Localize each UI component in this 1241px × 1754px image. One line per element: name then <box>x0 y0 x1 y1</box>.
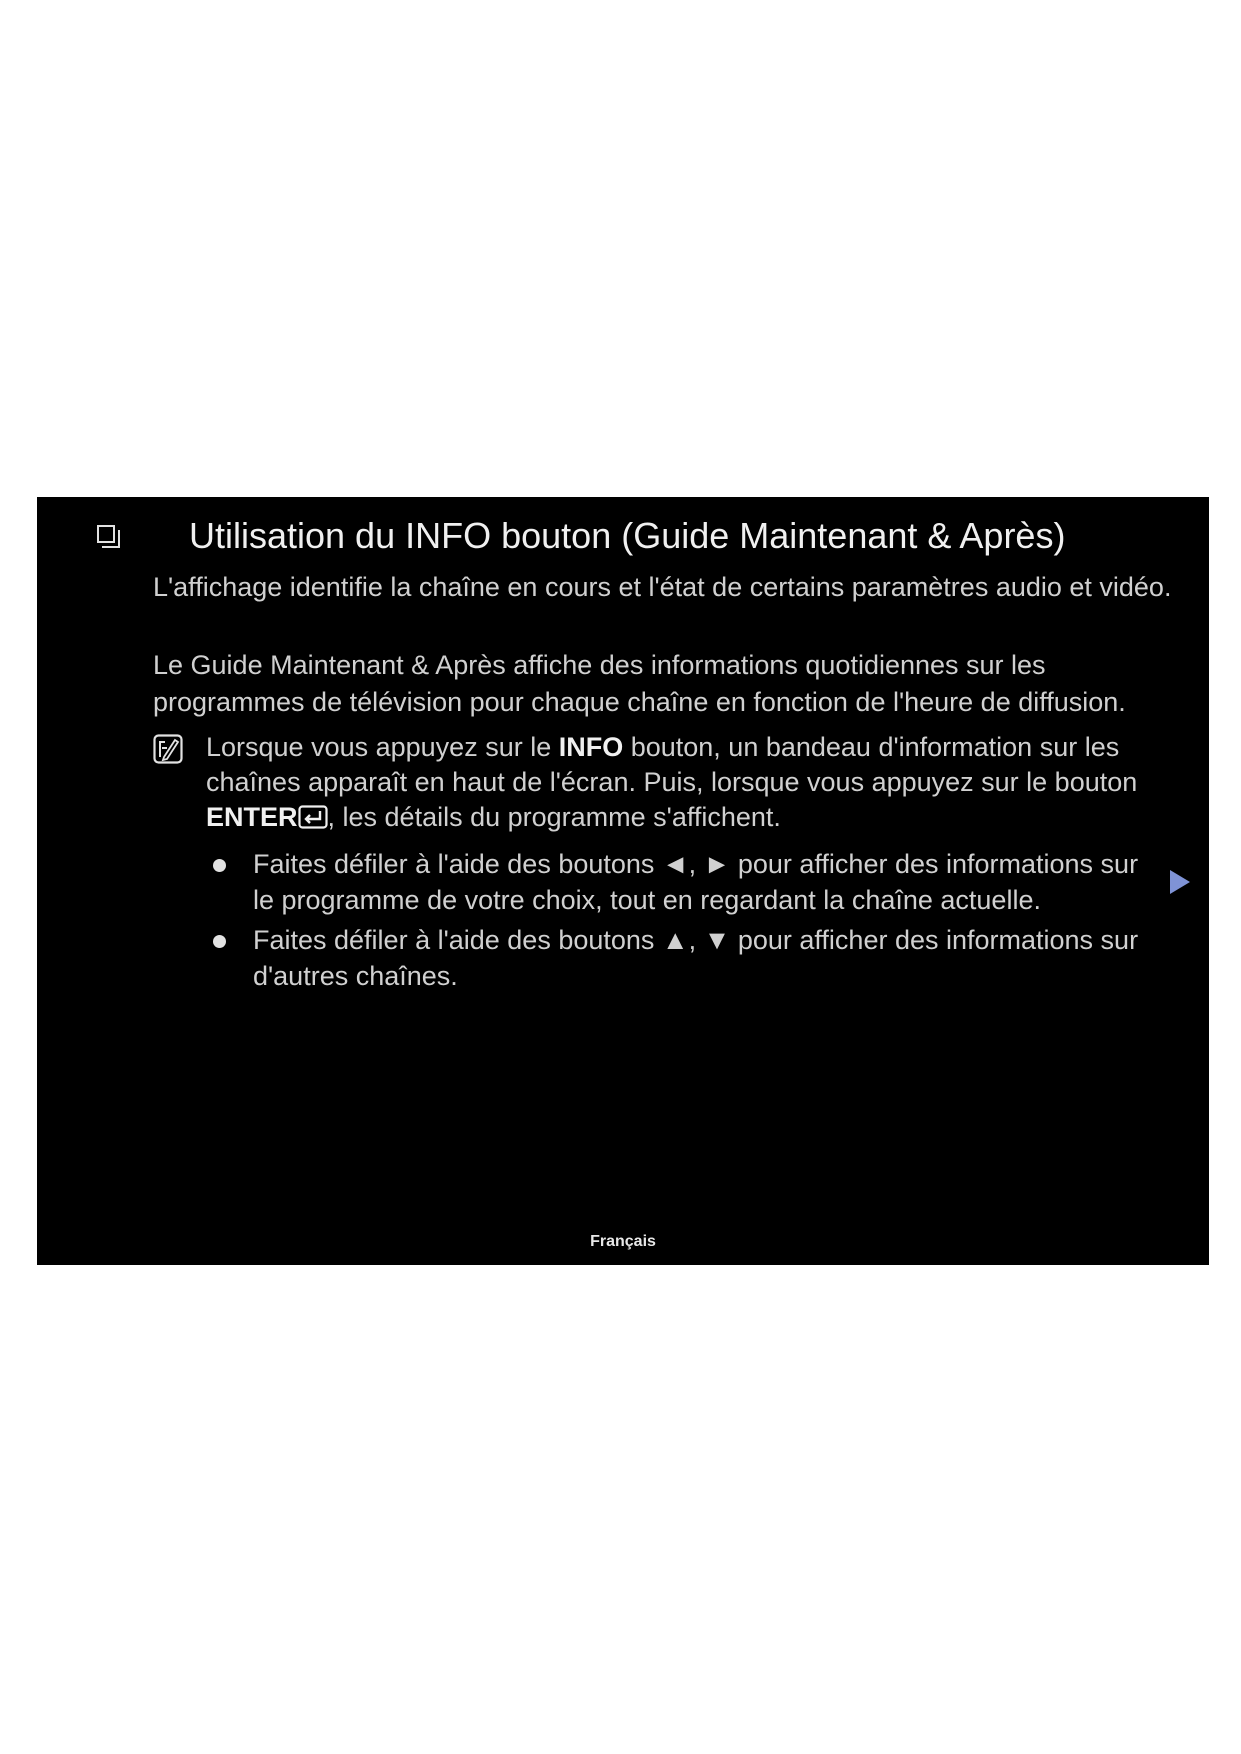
bullet-icon <box>213 859 226 872</box>
section-title: Utilisation du INFO bouton (Guide Maintenant & Après) <box>189 515 1066 556</box>
note-text-part3: , les détails du programme s'affichent. <box>327 802 781 832</box>
bullet-list <box>207 846 1157 998</box>
checkbox-icon <box>97 525 115 543</box>
note-icon <box>153 734 183 764</box>
enter-icon <box>298 805 328 829</box>
intro-paragraph: L'affichage identifie la chaîne en cours et l'état de certains paramètres audio et vidéo. <box>153 572 1172 602</box>
bullet-text: Faites défiler à l'aide des boutons ▲, ▼ pour afficher des informations sur d'autres chaînes. <box>253 925 1139 991</box>
note-text-part2: bouton, un bandeau d'information sur les chaînes apparaît en haut de l'écran. Puis, lorsque vous appuyez sur le bouton <box>206 732 1138 797</box>
footer-language: Français <box>590 1233 656 1250</box>
guide-paragraph: Le Guide Maintenant & Après affiche des informations quotidiennes sur les programmes de télévision pour chaque chaîne en fonction de l'heure de diffusion. <box>153 650 1126 717</box>
list-item <box>207 846 1157 918</box>
bullet-icon <box>213 935 226 948</box>
enter-key-label: ENTER <box>206 802 298 832</box>
list-item <box>207 922 1157 994</box>
bullet-text: Faites défiler à l'aide des boutons ◄, ► pour afficher des informations sur le programme de votre choix, tout en regardant la chaîne actuelle. <box>253 849 1139 915</box>
info-key-label: INFO <box>558 732 624 762</box>
note-text-part1: Lorsque vous appuyez sur le <box>206 732 559 762</box>
note-text <box>206 730 1156 835</box>
manual-page-panel <box>37 497 1209 1265</box>
next-page-arrow-icon[interactable] <box>1168 868 1192 896</box>
section-heading <box>97 511 1177 561</box>
